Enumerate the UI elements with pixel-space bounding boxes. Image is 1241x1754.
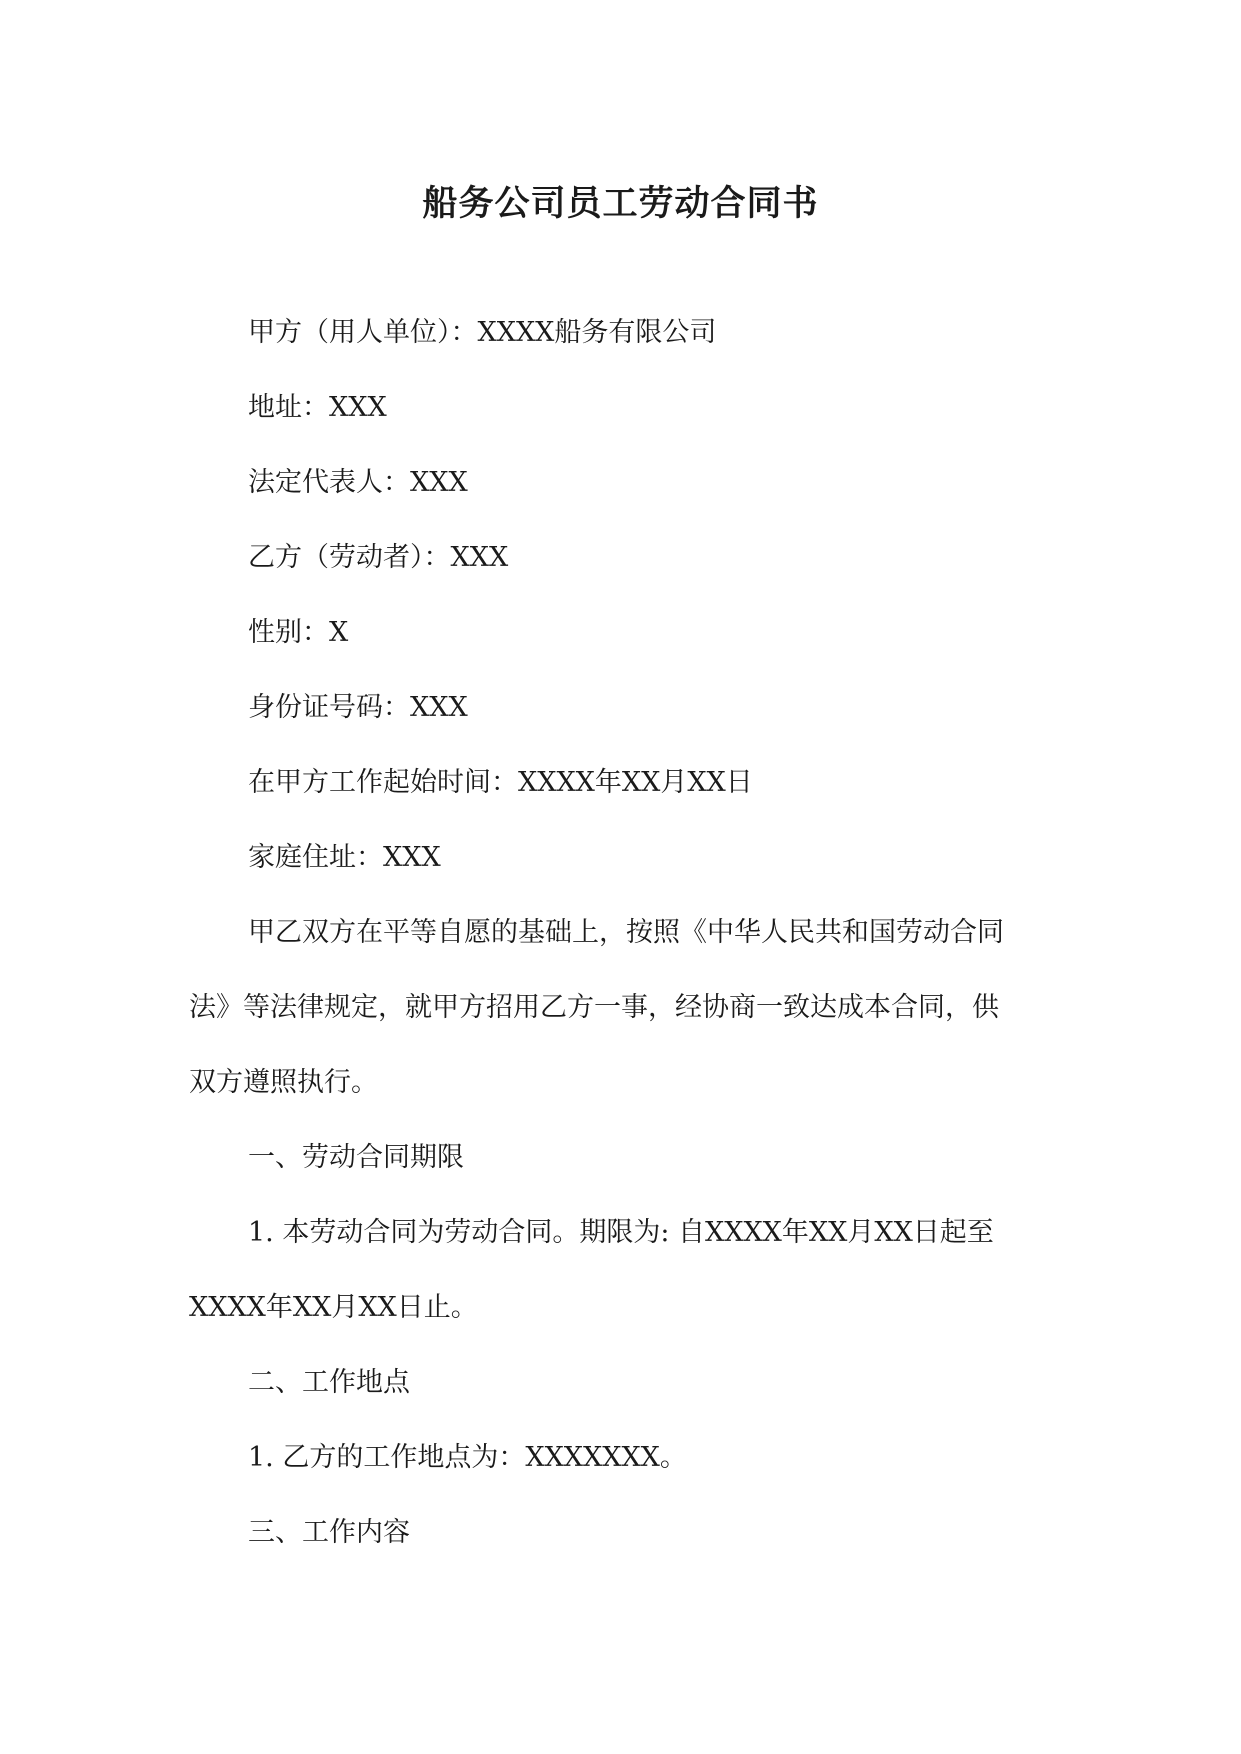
party-a-line: 甲方（用人单位）：XXXX船务有限公司 — [248, 317, 717, 348]
section1-item1-line-1: 1. 本劳动合同为劳动合同。期限为: 自XXXX年XX月XX日起至 — [248, 1217, 994, 1248]
party-b-line: 乙方（劳动者）：XXX — [248, 542, 509, 573]
section3-heading: 三、工作内容 — [248, 1517, 410, 1548]
section1-heading: 一、劳动合同期限 — [248, 1142, 464, 1173]
start-date-line: 在甲方工作起始时间：XXXX年XX月XX日 — [248, 767, 753, 798]
gender-line: 性别：X — [248, 617, 349, 648]
preamble-line-3: 双方遵照执行。 — [189, 1067, 378, 1098]
section2-heading: 二、工作地点 — [248, 1367, 410, 1398]
legal-rep-line: 法定代表人：XXX — [248, 467, 468, 498]
address-line: 地址：XXX — [248, 392, 387, 423]
section2-item1: 1. 乙方的工作地点为：XXXXXXX。 — [248, 1442, 687, 1473]
id-number-line: 身份证号码：XXX — [248, 692, 468, 723]
home-address-line: 家庭住址：XXX — [248, 842, 441, 873]
preamble-line-2: 法》等法律规定，就甲方招用乙方一事，经协商一致达成本合同，供 — [189, 992, 999, 1023]
document-title: 船务公司员工劳动合同书 — [422, 184, 819, 224]
section1-item1-line-2: XXXX年XX月XX日止。 — [189, 1292, 478, 1323]
preamble-line-1: 甲乙双方在平等自愿的基础上，按照《中华人民共和国劳动合同 — [248, 917, 1004, 948]
